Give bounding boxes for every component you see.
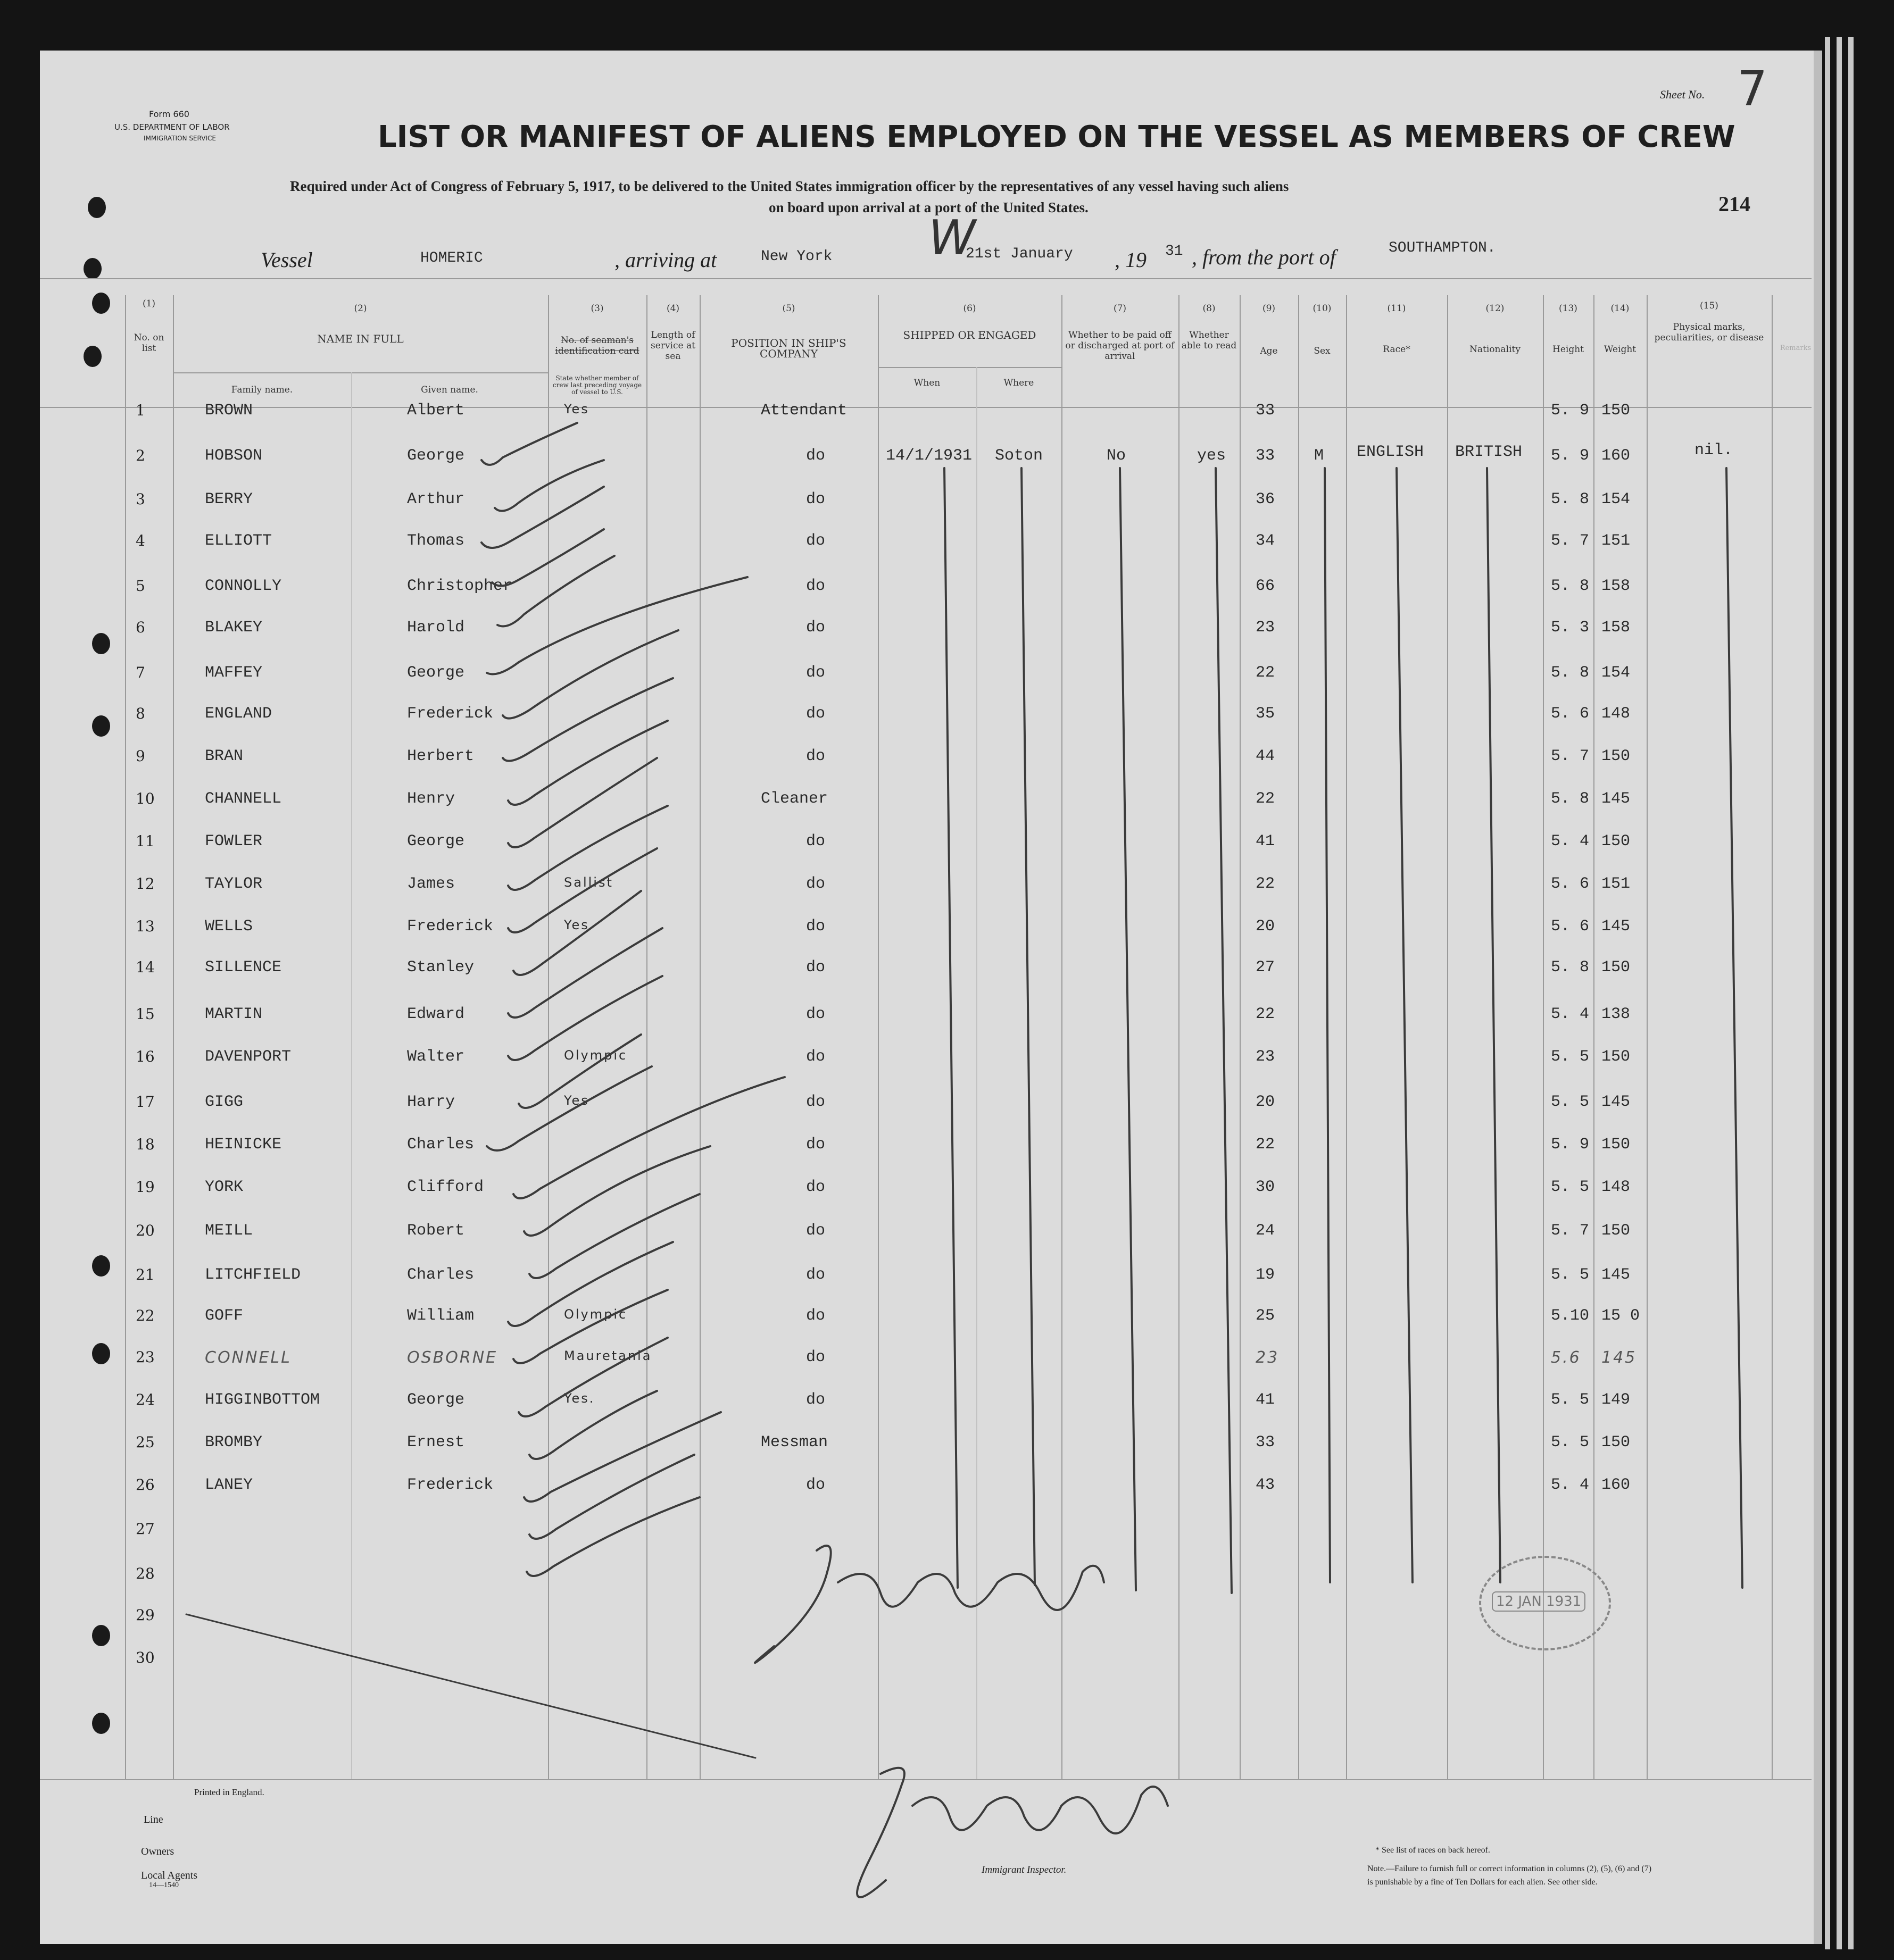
age: 34 bbox=[1256, 532, 1275, 550]
subtitle-line-2: on board upon arrival at a port of the United States. bbox=[769, 199, 1089, 215]
manifest-sheet bbox=[40, 51, 1822, 1944]
height: 5. 8 bbox=[1551, 958, 1590, 977]
department: U.S. DEPARTMENT OF LABOR bbox=[114, 122, 230, 132]
position: do bbox=[806, 1307, 826, 1325]
service: IMMIGRATION SERVICE bbox=[144, 135, 216, 142]
where-header: Where bbox=[1003, 378, 1034, 388]
row-number: 3 bbox=[136, 490, 145, 508]
family-name: BRAN bbox=[205, 747, 244, 765]
races-note: * See list of races on back hereof. bbox=[1375, 1846, 1490, 1855]
row-number: 4 bbox=[136, 532, 145, 549]
penalty-note-1: Note.—Failure to furnish full or correct information in columns (2), (5), (6) and (7) bbox=[1367, 1864, 1652, 1873]
weight: 158 bbox=[1601, 619, 1631, 637]
col1-header: No. on list bbox=[134, 332, 164, 354]
col12-number: (12) bbox=[1485, 303, 1505, 314]
physical-marks: nil. bbox=[1694, 441, 1733, 460]
col12-header: Nationality bbox=[1469, 344, 1521, 355]
inspector-label: Immigrant Inspector. bbox=[982, 1864, 1067, 1875]
family-name-header: Family name. bbox=[231, 385, 293, 395]
previous-voyage: Yes bbox=[564, 402, 589, 416]
arrival-port: New York bbox=[761, 248, 833, 265]
age: 33 bbox=[1256, 1433, 1275, 1452]
able-to-read: yes bbox=[1197, 447, 1226, 465]
weight: 154 bbox=[1601, 664, 1631, 682]
family-name: BERRY bbox=[205, 490, 253, 508]
weight: 150 bbox=[1601, 958, 1631, 977]
position: do bbox=[806, 958, 826, 977]
owners-label: Owners bbox=[141, 1846, 175, 1857]
inspector-signature-2 bbox=[857, 1768, 1168, 1897]
height: 5. 5 bbox=[1551, 1048, 1590, 1066]
given-name: Christopher bbox=[407, 577, 513, 595]
family-name: HIGGINBOTTOM bbox=[205, 1391, 320, 1409]
row-number: 20 bbox=[136, 1222, 155, 1239]
row-number: 5 bbox=[136, 577, 145, 595]
given-name: Arthur bbox=[407, 490, 465, 508]
sex: M bbox=[1314, 447, 1324, 465]
weight: 150 bbox=[1601, 1433, 1631, 1452]
page-reference: 214 bbox=[1718, 192, 1750, 216]
col4-header: Length of service at sea bbox=[651, 330, 695, 362]
age: 36 bbox=[1256, 490, 1275, 508]
position: do bbox=[806, 1266, 826, 1284]
row-number: 8 bbox=[136, 705, 145, 722]
year-value: 31 bbox=[1165, 243, 1183, 260]
shipped-when: 14/1/1931 bbox=[886, 447, 973, 465]
given-name: Edward bbox=[407, 1005, 465, 1023]
given-name: Harry bbox=[407, 1093, 455, 1111]
given-name: OSBORNE bbox=[407, 1348, 498, 1367]
age: 44 bbox=[1256, 747, 1275, 765]
position: do bbox=[806, 747, 826, 765]
row-number: 11 bbox=[136, 832, 155, 850]
previous-voyage: Mauretania bbox=[564, 1348, 652, 1363]
height: 5. 7 bbox=[1551, 1222, 1590, 1240]
strike-line bbox=[186, 1614, 755, 1758]
position: Messman bbox=[761, 1433, 828, 1452]
position: do bbox=[806, 1391, 826, 1409]
family-name: MARTIN bbox=[205, 1005, 263, 1023]
height: 5. 5 bbox=[1551, 1178, 1590, 1196]
arrival-mark: W bbox=[928, 210, 977, 266]
weight: 15 0 bbox=[1601, 1307, 1640, 1325]
position: do bbox=[806, 1222, 826, 1240]
ink-marks bbox=[40, 51, 1822, 1944]
family-name: GIGG bbox=[205, 1093, 244, 1111]
family-name: HOBSON bbox=[205, 447, 263, 465]
given-name: Walter bbox=[407, 1048, 465, 1066]
row-number: 14 bbox=[136, 958, 155, 976]
line-label: Line bbox=[144, 1814, 163, 1825]
race: ENGLISH bbox=[1357, 443, 1424, 461]
row-number: 28 bbox=[136, 1565, 155, 1582]
sheet-label: Sheet No. bbox=[1660, 88, 1705, 101]
family-name: SILLENCE bbox=[205, 958, 282, 977]
ditto-line bbox=[1726, 468, 1742, 1588]
age: 33 bbox=[1256, 402, 1275, 420]
col14-number: (14) bbox=[1610, 303, 1630, 314]
row-number: 17 bbox=[136, 1093, 155, 1111]
family-name: YORK bbox=[205, 1178, 244, 1196]
height: 5. 4 bbox=[1551, 1476, 1590, 1494]
page-edge bbox=[1848, 37, 1854, 1949]
col5-header: POSITION IN SHIP'S COMPANY bbox=[731, 337, 846, 360]
given-name: Stanley bbox=[407, 958, 475, 977]
position: do bbox=[806, 1005, 826, 1023]
weight: 149 bbox=[1601, 1391, 1631, 1409]
family-name: MEILL bbox=[205, 1222, 253, 1240]
printed-note: Printed in England. bbox=[194, 1787, 264, 1797]
weight: 151 bbox=[1601, 875, 1631, 893]
position: do bbox=[806, 532, 826, 550]
age: 41 bbox=[1256, 1391, 1275, 1409]
family-name: CONNOLLY bbox=[205, 577, 282, 595]
weight: 158 bbox=[1601, 577, 1631, 595]
remarks-header: Remarks bbox=[1780, 344, 1812, 352]
col1-number: (1) bbox=[142, 298, 156, 309]
weight: 145 bbox=[1601, 790, 1631, 808]
row-number: 2 bbox=[136, 447, 145, 464]
row-number: 1 bbox=[136, 402, 145, 419]
height: 5.6 bbox=[1551, 1348, 1581, 1367]
age: 22 bbox=[1256, 664, 1275, 682]
col8-header: Whether able to read bbox=[1181, 330, 1237, 351]
given-name: Charles bbox=[407, 1266, 475, 1284]
sheet-number: 7 bbox=[1737, 61, 1769, 117]
row-number: 13 bbox=[136, 918, 155, 935]
family-name: CHANNELL bbox=[205, 790, 282, 808]
weight: 151 bbox=[1601, 532, 1631, 550]
height: 5. 8 bbox=[1551, 490, 1590, 508]
position: do bbox=[806, 1348, 826, 1366]
year-label: , 19 bbox=[1115, 248, 1147, 272]
weight: 150 bbox=[1601, 832, 1631, 850]
given-name: Albert bbox=[407, 402, 465, 420]
row-number: 24 bbox=[136, 1391, 155, 1408]
from-label: , from the port of bbox=[1192, 245, 1336, 269]
given-name: Frederick bbox=[407, 1476, 494, 1494]
stamp-date: 12 JAN 1931 bbox=[1492, 1591, 1585, 1612]
height: 5. 8 bbox=[1551, 664, 1590, 682]
given-name: George bbox=[407, 664, 465, 682]
family-name: ENGLAND bbox=[205, 705, 272, 723]
page-edge bbox=[1825, 37, 1830, 1949]
given-name: Robert bbox=[407, 1222, 465, 1240]
weight: 148 bbox=[1601, 705, 1631, 723]
weight: 145 bbox=[1601, 1093, 1631, 1111]
age: 23 bbox=[1256, 619, 1275, 637]
position: do bbox=[806, 447, 826, 465]
col2-number: (2) bbox=[354, 303, 367, 314]
row-number: 18 bbox=[136, 1136, 155, 1153]
agents-label: Local Agents bbox=[141, 1870, 198, 1881]
height: 5. 5 bbox=[1551, 1093, 1590, 1111]
weight: 150 bbox=[1601, 747, 1631, 765]
form-number: Form 660 bbox=[149, 109, 189, 119]
position: do bbox=[806, 619, 826, 637]
paid-off: No bbox=[1107, 447, 1126, 465]
col6-number: (6) bbox=[963, 303, 976, 314]
height: 5. 3 bbox=[1551, 619, 1590, 637]
previous-voyage: Yes. bbox=[564, 1391, 595, 1406]
previous-voyage: Sallist bbox=[564, 875, 613, 890]
family-name: FOWLER bbox=[205, 832, 263, 850]
position: Cleaner bbox=[761, 790, 828, 808]
col5-number: (5) bbox=[782, 303, 795, 314]
row-number: 15 bbox=[136, 1005, 155, 1023]
given-name: Herbert bbox=[407, 747, 475, 765]
manifest-title: LIST OR MANIFEST OF ALIENS EMPLOYED ON THE VESSEL AS MEMBERS OF CREW bbox=[378, 120, 1735, 154]
ditto-line bbox=[1021, 468, 1035, 1585]
weight: 154 bbox=[1601, 490, 1631, 508]
family-name: DAVENPORT bbox=[205, 1048, 292, 1066]
row-number: 29 bbox=[136, 1606, 155, 1624]
age: 20 bbox=[1256, 918, 1275, 936]
height: 5. 6 bbox=[1551, 918, 1590, 936]
age: 22 bbox=[1256, 1136, 1275, 1154]
vessel-label: Vessel bbox=[261, 248, 313, 272]
row-number: 23 bbox=[136, 1348, 155, 1366]
position: do bbox=[806, 1048, 826, 1066]
col7-number: (7) bbox=[1113, 303, 1127, 314]
col11-header: Race* bbox=[1383, 344, 1410, 355]
shipped-where: Soton bbox=[995, 447, 1043, 465]
weight: 145 bbox=[1601, 918, 1631, 936]
height: 5. 5 bbox=[1551, 1266, 1590, 1284]
height: 5. 6 bbox=[1551, 875, 1590, 893]
age: 22 bbox=[1256, 875, 1275, 893]
weight: 150 bbox=[1601, 1048, 1631, 1066]
previous-voyage: Yes bbox=[564, 918, 589, 932]
family-name: BROWN bbox=[205, 402, 253, 420]
height: 5. 7 bbox=[1551, 747, 1590, 765]
age: 41 bbox=[1256, 832, 1275, 850]
position: do bbox=[806, 490, 826, 508]
given-name: Henry bbox=[407, 790, 455, 808]
col10-header: Sex bbox=[1314, 346, 1331, 356]
family-name: BROMBY bbox=[205, 1433, 263, 1452]
family-name: MAFFEY bbox=[205, 664, 263, 682]
age: 22 bbox=[1256, 790, 1275, 808]
given-name: Harold bbox=[407, 619, 465, 637]
given-name: George bbox=[407, 832, 465, 850]
page-edge bbox=[1837, 37, 1842, 1949]
row-number: 30 bbox=[136, 1649, 155, 1666]
position: do bbox=[806, 875, 826, 893]
given-name: Frederick bbox=[407, 918, 494, 936]
given-name: Frederick bbox=[407, 705, 494, 723]
age: 22 bbox=[1256, 1005, 1275, 1023]
col11-number: (11) bbox=[1387, 303, 1406, 314]
col3-subheader: State whether member of crew last preceding voyage of vessel to U.S. bbox=[552, 374, 642, 396]
col10-number: (10) bbox=[1312, 303, 1332, 314]
inspector-signature bbox=[755, 1546, 1104, 1663]
ditto-line bbox=[1120, 468, 1136, 1590]
family-name: WELLS bbox=[205, 918, 253, 936]
previous-voyage: Olympic bbox=[564, 1048, 628, 1063]
age: 27 bbox=[1256, 958, 1275, 977]
height: 5. 6 bbox=[1551, 705, 1590, 723]
row-number: 25 bbox=[136, 1433, 155, 1451]
family-name: GOFF bbox=[205, 1307, 244, 1325]
col7-header: Whether to be paid off or discharged at port of arrival bbox=[1065, 330, 1175, 362]
age: 23 bbox=[1256, 1348, 1280, 1367]
ditto-line bbox=[1487, 468, 1500, 1582]
row-number: 22 bbox=[136, 1307, 155, 1324]
given-name: Thomas bbox=[407, 532, 465, 550]
row-number: 26 bbox=[136, 1476, 155, 1494]
family-name: ELLIOTT bbox=[205, 532, 272, 550]
col13-header: Height bbox=[1552, 344, 1584, 355]
position: do bbox=[806, 1136, 826, 1154]
given-name: Charles bbox=[407, 1136, 475, 1154]
when-header: When bbox=[913, 378, 941, 388]
col4-number: (4) bbox=[666, 303, 680, 314]
ditto-line bbox=[1397, 468, 1413, 1582]
weight: 160 bbox=[1601, 447, 1631, 465]
height: 5. 9 bbox=[1551, 447, 1590, 465]
col13-number: (13) bbox=[1559, 303, 1577, 314]
previous-voyage: Olympic bbox=[564, 1307, 628, 1322]
col9-header: Age bbox=[1260, 346, 1278, 356]
age: 24 bbox=[1256, 1222, 1275, 1240]
family-name: LANEY bbox=[205, 1476, 253, 1494]
age: 19 bbox=[1256, 1266, 1275, 1284]
age: 30 bbox=[1256, 1178, 1275, 1196]
position: do bbox=[806, 1178, 826, 1196]
arrival-date: 21st January bbox=[966, 246, 1073, 262]
col2-header: NAME IN FULL bbox=[317, 332, 404, 345]
position: do bbox=[806, 1093, 826, 1111]
given-name: James bbox=[407, 875, 455, 893]
row-number: 9 bbox=[136, 747, 145, 765]
position: Attendant bbox=[761, 402, 848, 420]
height: 5.10 bbox=[1551, 1307, 1590, 1325]
height: 5. 4 bbox=[1551, 1005, 1590, 1023]
height: 5. 9 bbox=[1551, 1136, 1590, 1154]
previous-voyage: Yes bbox=[564, 1093, 589, 1108]
height: 5. 4 bbox=[1551, 832, 1590, 850]
height: 5. 8 bbox=[1551, 577, 1590, 595]
weight: 150 bbox=[1601, 1136, 1631, 1154]
height: 5. 7 bbox=[1551, 532, 1590, 550]
position: do bbox=[806, 705, 826, 723]
col3-header: No. of seaman's identification card bbox=[555, 335, 639, 356]
age: 35 bbox=[1256, 705, 1275, 723]
given-name: George bbox=[407, 447, 465, 465]
row-number: 21 bbox=[136, 1266, 155, 1283]
weight: 160 bbox=[1601, 1476, 1631, 1494]
subtitle-line-1: Required under Act of Congress of February 5, 1917, to be delivered to the United States immigration officer by the representatives of any vessel having such aliens bbox=[290, 178, 1289, 194]
given-name-header: Given name. bbox=[421, 385, 478, 395]
row-number: 7 bbox=[136, 664, 145, 681]
col14-header: Weight bbox=[1604, 344, 1637, 355]
col15-header: Physical marks, peculiarities, or disease bbox=[1654, 322, 1764, 343]
weight: 138 bbox=[1601, 1005, 1631, 1023]
family-name: LITCHFIELD bbox=[205, 1266, 301, 1284]
position: do bbox=[806, 918, 826, 936]
col8-number: (8) bbox=[1202, 303, 1216, 314]
given-name: Ernest bbox=[407, 1433, 465, 1452]
row-number: 12 bbox=[136, 875, 155, 893]
position: do bbox=[806, 664, 826, 682]
given-name: Clifford bbox=[407, 1178, 484, 1196]
position: do bbox=[806, 577, 826, 595]
ditto-line bbox=[1325, 468, 1330, 1582]
height: 5. 9 bbox=[1551, 402, 1590, 420]
row-number: 6 bbox=[136, 619, 145, 636]
ditto-line bbox=[944, 468, 958, 1588]
col9-number: (9) bbox=[1262, 303, 1276, 314]
weight: 150 bbox=[1601, 402, 1631, 420]
tick-marks bbox=[481, 423, 785, 1576]
age: 20 bbox=[1256, 1093, 1275, 1111]
vessel-name: HOMERIC bbox=[420, 250, 483, 266]
ditto-line bbox=[1216, 468, 1232, 1593]
position: do bbox=[806, 1476, 826, 1494]
weight: 150 bbox=[1601, 1222, 1631, 1240]
col15-number: (15) bbox=[1700, 301, 1718, 311]
family-name: BLAKEY bbox=[205, 619, 263, 637]
row-number: 19 bbox=[136, 1178, 155, 1196]
age: 23 bbox=[1256, 1048, 1275, 1066]
form-code: 14—1540 bbox=[149, 1881, 179, 1889]
departure-port: SOUTHAMPTON. bbox=[1389, 240, 1496, 256]
row-number: 27 bbox=[136, 1520, 155, 1538]
weight: 148 bbox=[1601, 1178, 1631, 1196]
nationality: BRITISH bbox=[1455, 443, 1523, 461]
col3-number: (3) bbox=[591, 303, 604, 314]
penalty-note-2: is punishable by a fine of Ten Dollars for each alien. See other side. bbox=[1367, 1878, 1598, 1887]
family-name: CONNELL bbox=[205, 1348, 292, 1367]
age: 33 bbox=[1256, 447, 1275, 465]
weight: 145 bbox=[1601, 1348, 1637, 1367]
family-name: HEINICKE bbox=[205, 1136, 282, 1154]
height: 5. 5 bbox=[1551, 1391, 1590, 1409]
height: 5. 5 bbox=[1551, 1433, 1590, 1452]
age: 25 bbox=[1256, 1307, 1275, 1325]
given-name: William bbox=[407, 1307, 475, 1325]
position: do bbox=[806, 832, 826, 850]
row-number: 10 bbox=[136, 790, 155, 807]
age: 43 bbox=[1256, 1476, 1275, 1494]
age: 66 bbox=[1256, 577, 1275, 595]
given-name: George bbox=[407, 1391, 465, 1409]
weight: 145 bbox=[1601, 1266, 1631, 1284]
arriving-label: , arriving at bbox=[614, 248, 717, 272]
col6-header: SHIPPED OR ENGAGED bbox=[903, 329, 1036, 341]
height: 5. 8 bbox=[1551, 790, 1590, 808]
family-name: TAYLOR bbox=[205, 875, 263, 893]
row-number: 16 bbox=[136, 1048, 155, 1065]
